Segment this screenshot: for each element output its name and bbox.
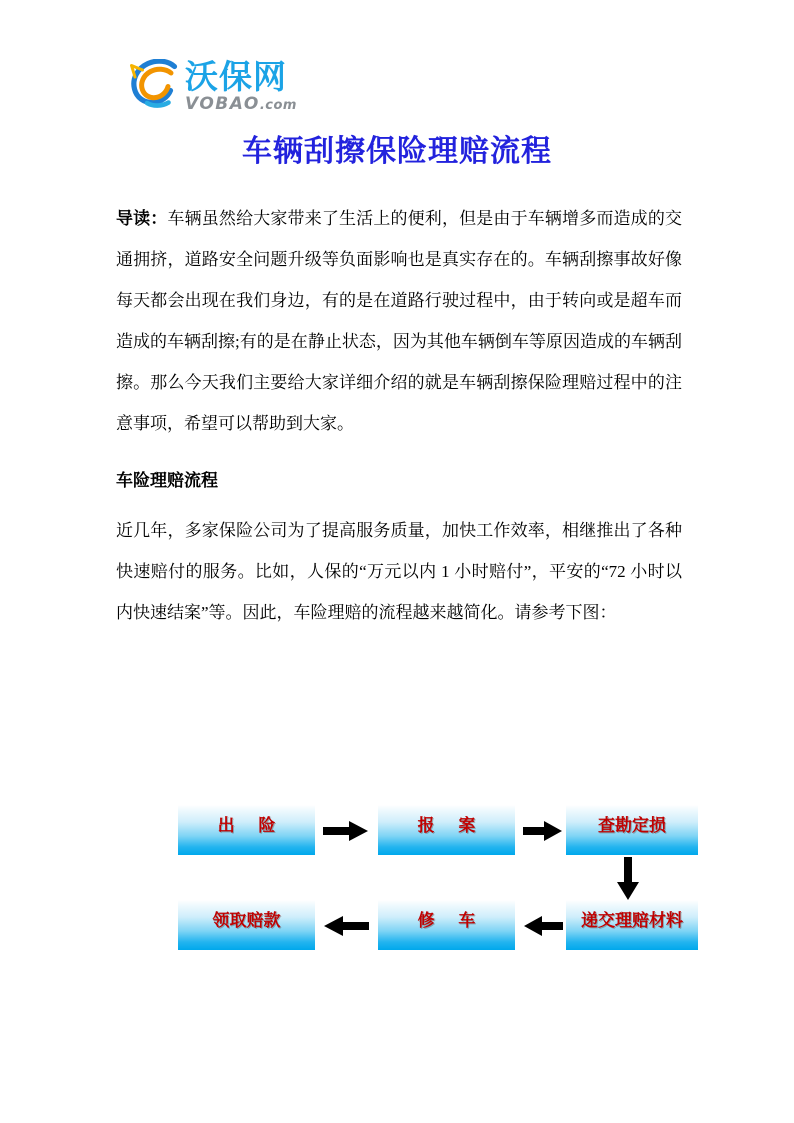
flow-step-label: 递交理赔材料 (581, 910, 683, 931)
claims-process-flowchart (178, 800, 698, 955)
site-logo (127, 57, 427, 119)
logo-brand-en (185, 95, 297, 115)
logo-brand-en-main: VOBAO (185, 94, 260, 114)
flow-step-label: 出 险 (217, 815, 276, 836)
lead-label: 导读： (116, 209, 168, 228)
flow-step-label: 修 车 (417, 910, 476, 931)
arrow-down-icon (616, 857, 640, 901)
page-title: 车辆刮擦保险理赔流程 (242, 135, 552, 168)
arrow-right-icon (523, 820, 563, 842)
flow-step-label: 查勘定损 (598, 815, 666, 836)
arrow-left-icon (523, 915, 563, 937)
flow-step-chuxian (178, 805, 315, 855)
vobao-swoosh-icon (127, 59, 183, 111)
flow-step-dijiaocailiao (566, 900, 698, 950)
flow-step-baoan (378, 805, 515, 855)
flow-step-xiuche (378, 900, 515, 950)
flow-step-label: 报 案 (417, 815, 476, 836)
arrow-right-icon (323, 820, 369, 842)
lead-text: 车辆虽然给大家带来了生活上的便利，但是由于车辆增多而造成的交通拥挤，道路安全问题升级等负面影响也是真实存在的。车辆刮擦事故好像每天都会出现在我们身边，有的是在道路行驶过程中，由于转向或是超车而造成的车辆刮擦;有的是在静止状态，因为其他车辆倒车等原因造成的车辆刮擦。那么今天我们主要给大家详细介绍的就是车辆刮擦保险理赔过程中的注意事项，希望可以帮助到大家。 (116, 209, 682, 433)
flow-step-lingqupeikuan (178, 900, 315, 950)
lead-paragraph (116, 198, 682, 444)
arrow-left-icon (323, 915, 369, 937)
flow-step-label: 领取赔款 (212, 910, 281, 931)
flow-step-chakandingsun (566, 805, 698, 855)
section-paragraph: 近几年，多家保险公司为了提高服务质量，加快工作效率，相继推出了各种快速赔付的服务。比如，人保的“万元以内 1 小时赔付”，平安的“72 小时以内快速结案”等。因此，车险理赔的流程越来越简化。请参考下图： (116, 521, 682, 622)
logo-brand-en-suffix: .com (259, 98, 297, 113)
document-body (116, 198, 682, 651)
section-heading: 车险理赔流程 (116, 471, 218, 490)
logo-brand-cn: 沃保网 (185, 57, 287, 96)
